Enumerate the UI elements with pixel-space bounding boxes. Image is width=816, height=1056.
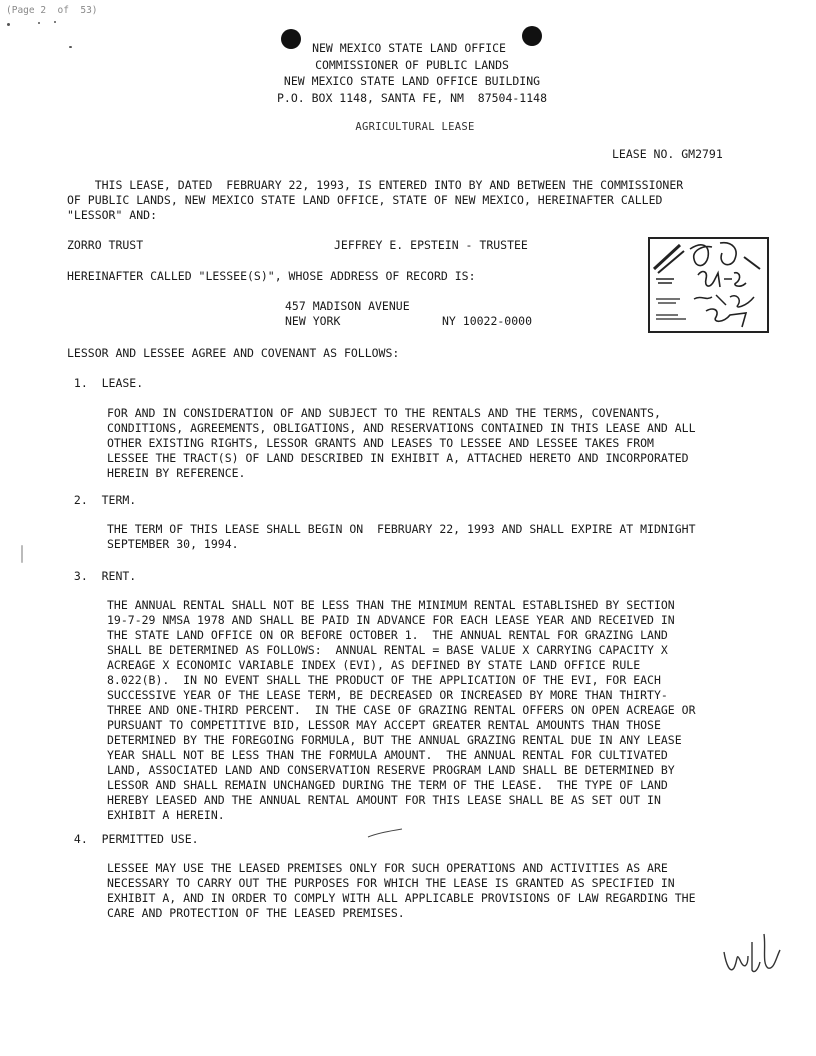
scan-speck xyxy=(7,23,10,26)
header-line-4: P.O. BOX 1148, SANTA FE, NM 87504-1148 xyxy=(276,91,548,105)
intro-paragraph xyxy=(67,178,683,223)
section-body-lease xyxy=(107,406,696,481)
section-line: DETERMINED BY THE FOREGOING FORMULA, BUT THE ANNUAL GRAZING RENTAL DUE IN ANY LEASE xyxy=(107,733,682,747)
section-line: LAND, ASSOCIATED LAND AND CONSERVATION RESERVE PROGRAM LAND SHALL BE DETERMINED BY xyxy=(107,763,675,777)
address-state-zip: NY 10022-0000 xyxy=(442,314,533,328)
section-line: FOR AND IN CONSIDERATION OF AND SUBJECT TO THE RENTALS AND THE TERMS, COVENANTS, xyxy=(107,406,661,420)
lessee-name: ZORRO TRUST xyxy=(67,238,144,252)
section-line: THE STATE LAND OFFICE ON OR BEFORE OCTOBER 1. THE ANNUAL RENTAL FOR GRAZING LAND xyxy=(107,628,668,642)
section-line: CONDITIONS, AGREEMENTS, OBLIGATIONS, AND RESERVATIONS CONTAINED IN THIS LEASE AND ALL xyxy=(107,421,696,435)
section-heading-permitted-use: 4. PERMITTED USE. xyxy=(67,832,199,846)
address-city: NEW YORK xyxy=(285,314,341,328)
document-title: AGRICULTURAL LEASE xyxy=(355,121,475,133)
intro-line: THIS LEASE, DATED FEBRUARY 22, 1993, IS ENTERED INTO BY AND BETWEEN THE COMMISSIONER xyxy=(67,178,684,192)
header-line-1: NEW MEXICO STATE LAND OFFICE xyxy=(312,41,506,55)
intro-line: OF PUBLIC LANDS, NEW MEXICO STATE LAND OFFICE, STATE OF NEW MEXICO, HEREINAFTER CALLED xyxy=(67,193,663,207)
scan-speck xyxy=(38,22,40,24)
stamp-markings-icon xyxy=(650,239,767,331)
section-line: NECESSARY TO CARRY OUT THE PURPOSES FOR WHICH THE LEASE IS GRANTED AS SPECIFIED IN xyxy=(107,876,675,890)
lessee-called-line: HEREINAFTER CALLED "LESSEE(S)", WHOSE ADDRESS OF RECORD IS: xyxy=(67,269,476,283)
section-line: HEREBY LEASED AND THE ANNUAL RENTAL AMOUNT FOR THIS LEASE SHALL BE AS SET OUT IN xyxy=(107,793,661,807)
section-line: SEPTEMBER 30, 1994. xyxy=(107,537,239,551)
section-body-term xyxy=(107,522,696,552)
agree-covenant-line: LESSOR AND LESSEE AGREE AND COVENANT AS FOLLOWS: xyxy=(67,346,400,360)
section-line: THE TERM OF THIS LEASE SHALL BEGIN ON FEBRUARY 22, 1993 AND SHALL EXPIRE AT MIDNIGHT xyxy=(107,522,696,536)
handwritten-initials-icon xyxy=(718,930,788,982)
header-line-2: COMMISSIONER OF PUBLIC LANDS xyxy=(315,58,509,72)
trustee-name: JEFFREY E. EPSTEIN - TRUSTEE xyxy=(334,238,528,252)
section-line: OTHER EXISTING RIGHTS, LESSOR GRANTS AND LEASES TO LESSEE AND LESSEE TAKES FROM xyxy=(107,436,654,450)
section-line: CARE AND PROTECTION OF THE LEASED PREMISES. xyxy=(107,906,405,920)
section-line: THE ANNUAL RENTAL SHALL NOT BE LESS THAN THE MINIMUM RENTAL ESTABLISHED BY SECTION xyxy=(107,598,675,612)
pen-stroke-mark xyxy=(366,827,406,839)
section-line: PURSUANT TO COMPETITIVE BID, LESSOR MAY ACCEPT GREATER RENTAL AMOUNTS THAN THOSE xyxy=(107,718,661,732)
address-line-1: 457 MADISON AVENUE xyxy=(285,299,410,313)
section-line: SHALL BE DETERMINED AS FOLLOWS: ANNUAL RENTAL = BASE VALUE X CARRYING CAPACITY X xyxy=(107,643,668,657)
page-indicator: (Page 2 of 53) xyxy=(6,5,98,16)
section-heading-lease: 1. LEASE. xyxy=(67,376,144,390)
section-line: 8.022(B). IN NO EVENT SHALL THE PRODUCT OF THE APPLICATION OF THE EVI, FOR EACH xyxy=(107,673,661,687)
section-line: LESSEE THE TRACT(S) OF LAND DESCRIBED IN EXHIBIT A, ATTACHED HERETO AND INCORPORATED xyxy=(107,451,689,465)
intro-line: "LESSOR" AND: xyxy=(67,208,158,222)
section-line: EXHIBIT A HEREIN. xyxy=(107,808,225,822)
section-body-rent xyxy=(107,598,696,823)
section-line: HEREIN BY REFERENCE. xyxy=(107,466,246,480)
scan-speck xyxy=(54,21,56,23)
section-line: LESSOR AND SHALL REMAIN UNCHANGED DURING THE TERM OF THE LEASE. THE TYPE OF LAND xyxy=(107,778,668,792)
header-line-3: NEW MEXICO STATE LAND OFFICE BUILDING xyxy=(283,74,541,88)
section-line: ACREAGE X ECONOMIC VARIABLE INDEX (EVI), AS DEFINED BY STATE LAND OFFICE RULE xyxy=(107,658,641,672)
section-heading-term: 2. TERM. xyxy=(67,493,137,507)
section-line: SUCCESSIVE YEAR OF THE LEASE TERM, BE DECREASED OR INCREASED BY MORE THAN THIRTY- xyxy=(107,688,668,702)
section-body-permitted-use xyxy=(107,861,696,921)
received-stamp xyxy=(648,237,769,333)
section-line: THREE AND ONE-THIRD PERCENT. IN THE CASE OF GRAZING RENTAL OFFERS ON OPEN ACREAGE OR xyxy=(107,703,696,717)
section-line: YEAR SHALL NOT BE LESS THAN THE FORMULA AMOUNT. THE ANNUAL RENTAL FOR CULTIVATED xyxy=(107,748,668,762)
section-line: LESSEE MAY USE THE LEASED PREMISES ONLY FOR SUCH OPERATIONS AND ACTIVITIES AS ARE xyxy=(107,861,668,875)
section-heading-rent: 3. RENT. xyxy=(67,569,137,583)
lease-number: LEASE NO. GM2791 xyxy=(612,147,723,161)
section-line: 19-7-29 NMSA 1978 AND SHALL BE PAID IN ADVANCE FOR EACH LEASE YEAR AND RECEIVED IN xyxy=(107,613,675,627)
section-line: EXHIBIT A, AND IN ORDER TO COMPLY WITH ALL APPLICABLE PROVISIONS OF LAW REGARDING THE xyxy=(107,891,696,905)
scan-speck xyxy=(21,545,23,563)
